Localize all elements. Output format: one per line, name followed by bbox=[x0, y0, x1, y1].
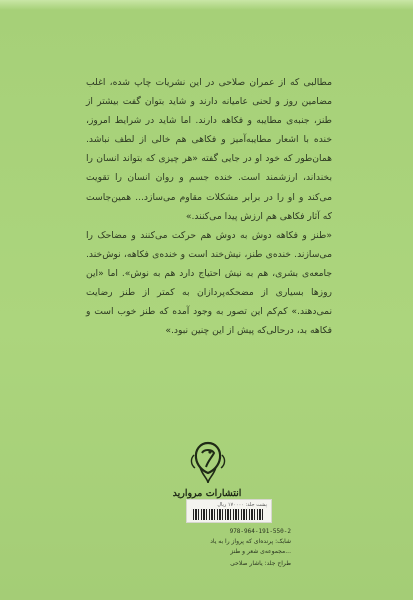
publisher-name: انتشارات مروارید bbox=[172, 488, 242, 499]
cover-designer-credit: طراح جلد: یاشار صلاحی bbox=[230, 560, 291, 567]
price-sticker bbox=[186, 499, 272, 523]
isbn-title-line: شابک: پرنده‌ای که پرواز را به یاد bbox=[210, 538, 291, 545]
barcode bbox=[193, 509, 265, 520]
isbn-text: 978-964-191-550-2 bbox=[229, 528, 291, 535]
blurb-text bbox=[86, 73, 332, 340]
series-line: ...مجموعه‌ی شعر و طنز bbox=[230, 548, 291, 555]
blurb-paragraph-1: مطالبی که از عمران صلاحی در این نشریات چاپ شده، اغلب مضامین روز و لحنی عامیانه دارند و شاید بتوان گفت بیشتر از طنز، جنبه‌ی مطایبه و فکاهه دارند. اما شاید در شرایط امروز، خنده با اشعار مطایبه‌آمیز و فکاهی هم خالی از لطف نباشد. همان‌طور که خود او در جایی گفته «هر چیزی که بتواند انسان را بخنداند، ارزشمند است. خنده جسم و روان انسان را تقویت می‌کند و او را در برابر مشکلات مقاوم می‌سازد... همین‌جاست که آثار فکاهی هم ارزش پیدا می‌کنند.» bbox=[86, 77, 332, 222]
peacock-bird-logo-icon bbox=[186, 437, 230, 485]
cover-top-edge bbox=[0, 0, 413, 10]
sticker-label: پشت جلد: ۱۷۰۰۰۰ ریال bbox=[217, 502, 267, 508]
blurb-paragraph-2: «طنز و فکاهه دوش به دوش هم حرکت می‌کنند و مضاحک را می‌سازند. خنده‌ی طنز، نیش‌خند است و خنده‌ی فکاهه، نوش‌خند. جامعه‌ی بشری، هم به نیش احتیاج دارد هم به نوش». اما «این روزها بسیاری از مضحکه‌پردازان به کمتر از طنز رضایت نمی‌دهند.» کم‌کم این تصور به وجود آمده که طنز خوب است و فکاهه بد، درحالی‌که پیش از این چنین نبود.» bbox=[86, 229, 332, 337]
